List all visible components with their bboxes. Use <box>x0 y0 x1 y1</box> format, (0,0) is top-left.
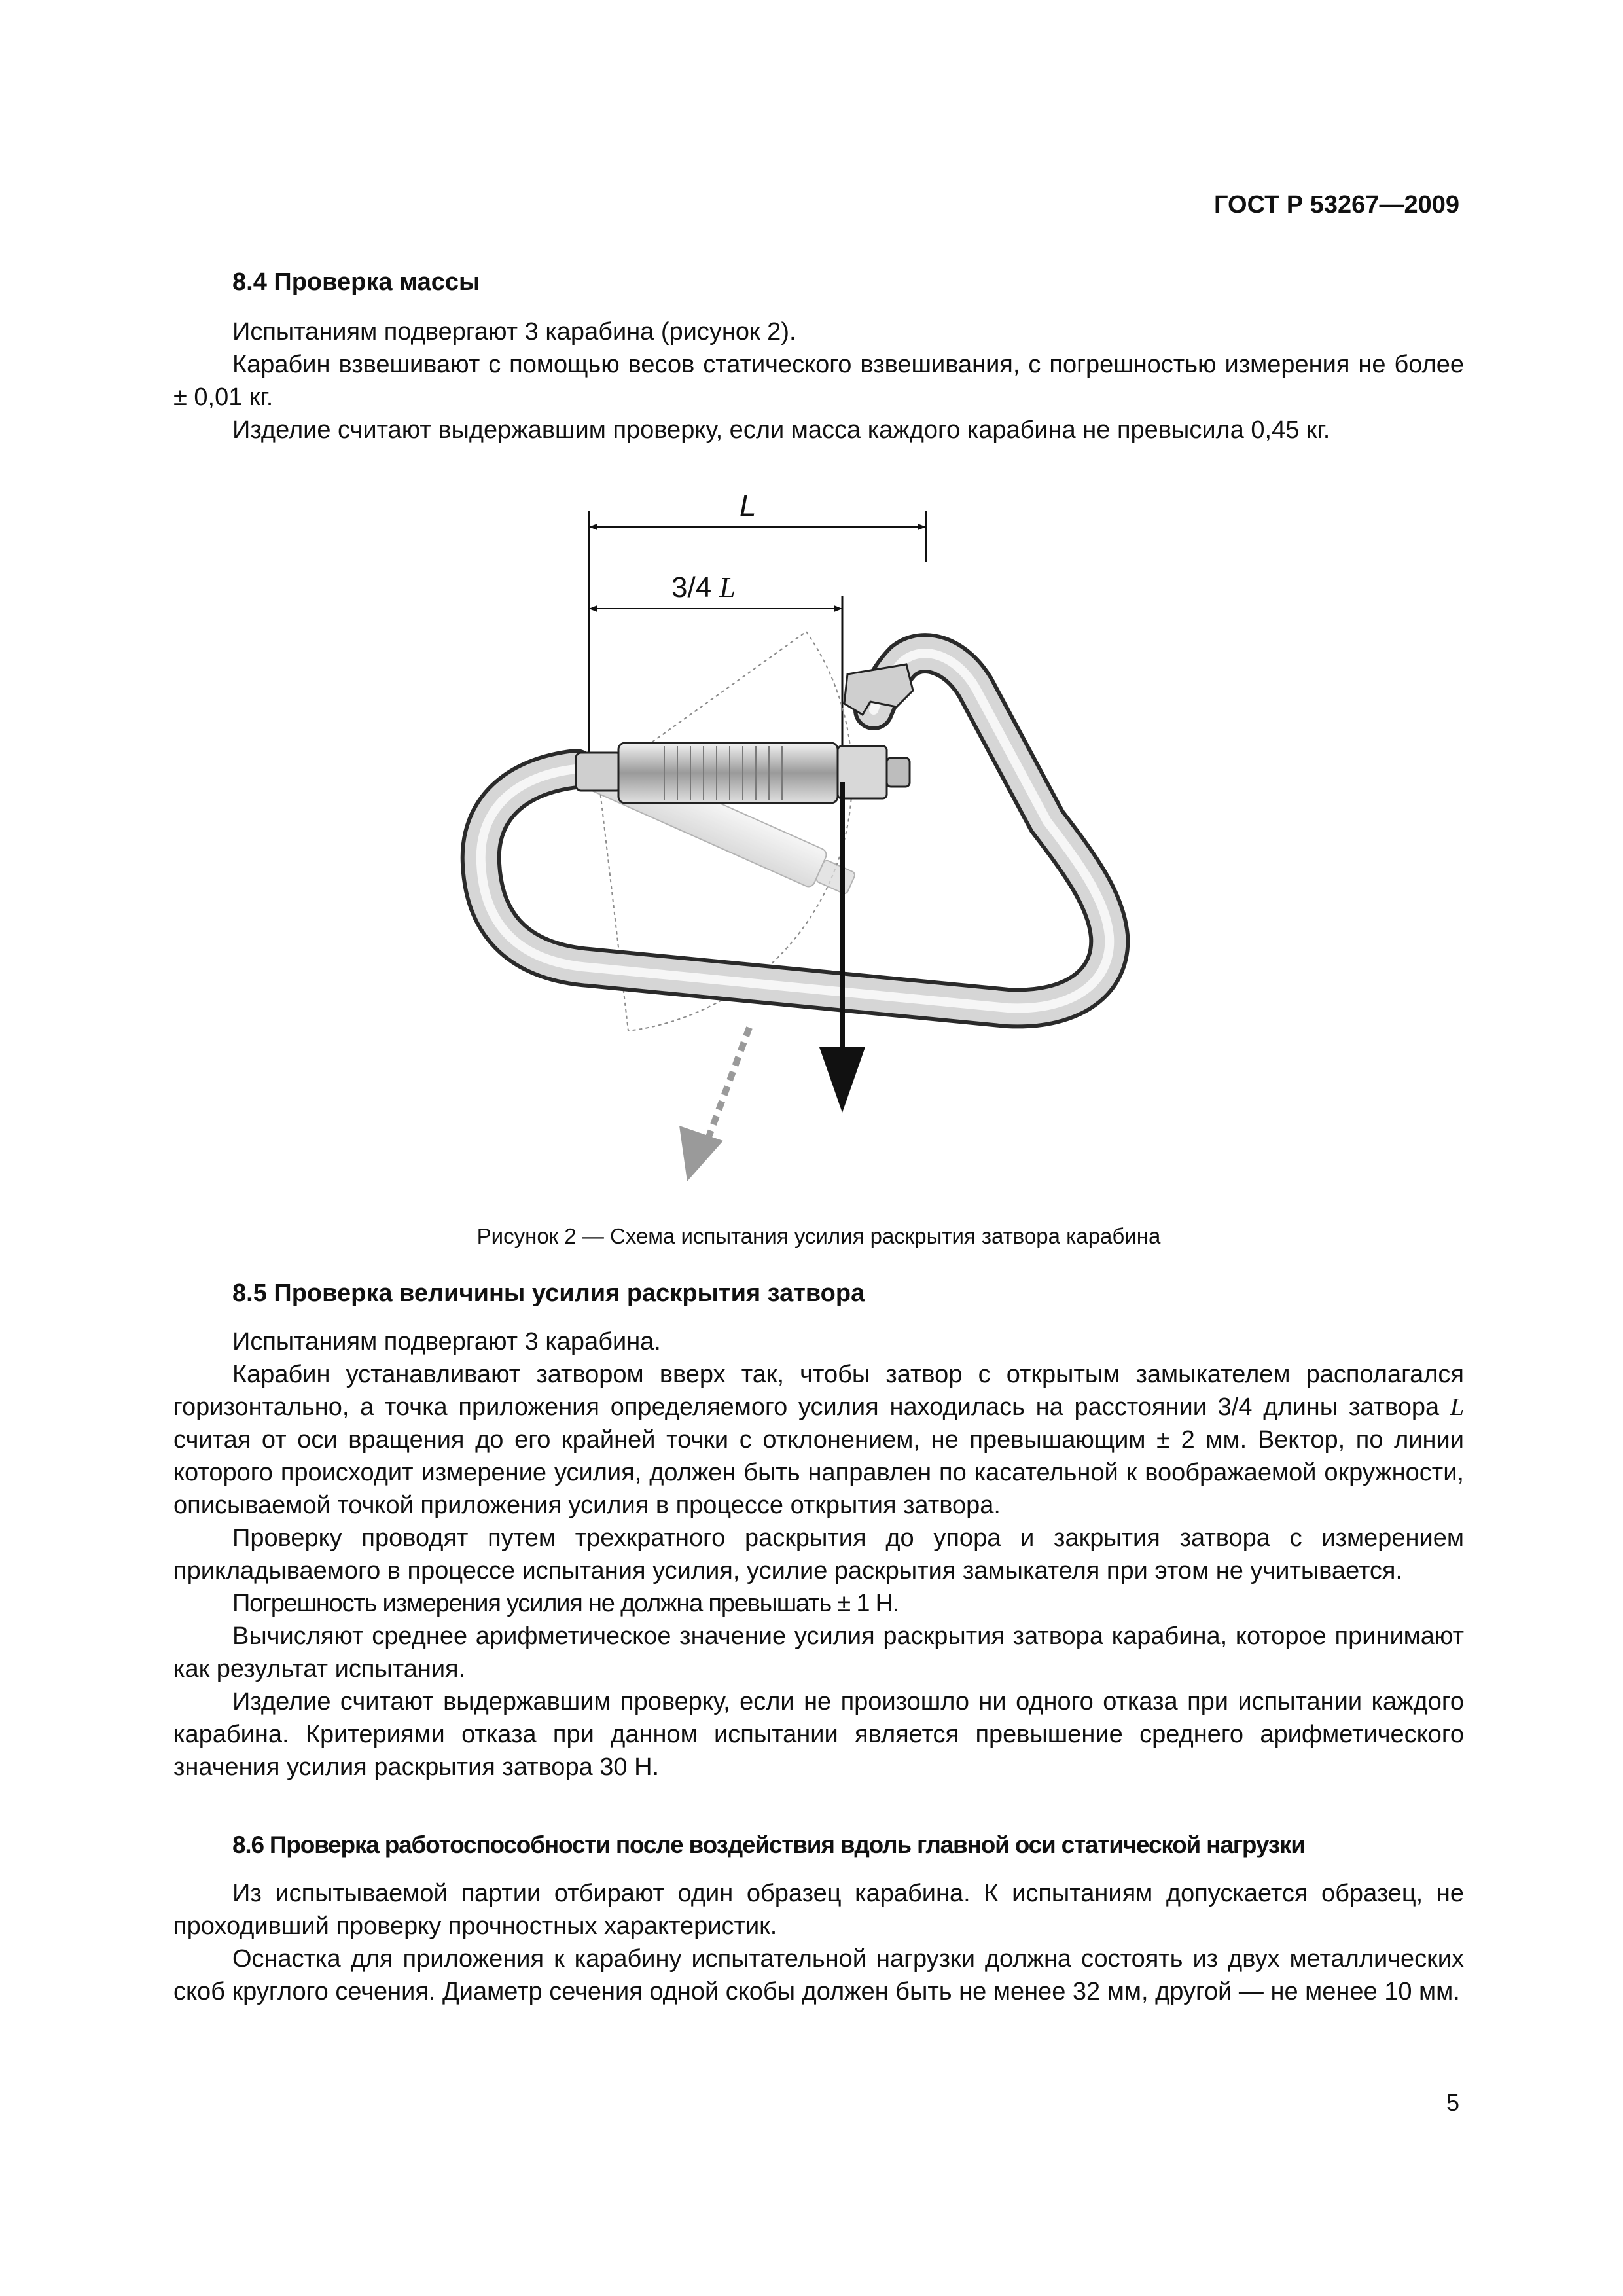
paragraph: Проверку проводят путем трехкратного раскрытия до упора и закрытия затвора с измерением прикладываемого в процессе испытания усилия, усилие раскрытия замыкателя при этом не учитывается. <box>173 1524 1464 1585</box>
page-number: 5 <box>1446 2089 1459 2116</box>
figure-caption: Рисунок 2 — Схема испытания усилия раскрытия затвора карабина <box>476 1224 1161 1248</box>
paragraph: Погрешность измерения усилия не должна превышать ± 1 Н. <box>232 1590 899 1617</box>
gate-end-collar <box>838 746 887 798</box>
paragraph: Испытаниям подвергают 3 карабина. <box>232 1328 661 1355</box>
gate-hinge <box>576 753 622 791</box>
closed-gate-sleeve <box>618 743 838 803</box>
paragraph: Изделие считают выдержавшим проверку, если масса каждого карабина не превысила 0,45 кг. <box>232 416 1330 444</box>
paragraph: Из испытываемой партии отбирают один образец карабина. К испытаниям допускается образец, не проходивший проверку прочностных характеристик. <box>173 1880 1464 1940</box>
tangent-force-vector-line <box>707 1028 749 1142</box>
tangent-force-arrowhead <box>679 1126 723 1181</box>
paragraph: Оснастка для приложения к карабину испытательной нагрузки должна состоять из двух металлических скоб круглого сечения. Диаметр сечения одной скобы должен быть не менее 32 мм, другой — не менее 10 мм. <box>173 1945 1464 2005</box>
section-8-6-body <box>173 1877 1464 2008</box>
paragraph: Карабин взвешивают с помощью весов статического взвешивания, с погрешностью измерения не более ± 0,01 кг. <box>173 351 1464 411</box>
document-id-header: ГОСТ Р 53267—2009 <box>1214 191 1459 219</box>
dimension-label-three-quarter: 3/4 L <box>671 571 736 603</box>
carabiner-frame-body <box>481 653 1110 1008</box>
paragraph: Изделие считают выдержавшим проверку, если не произошло ни одного отказа при испытании каждого карабина. Критериями отказа при данном испытании является превышение среднего арифметического значения усилия раскрытия затвора 30 Н. <box>173 1688 1464 1781</box>
section-8-5-title: 8.5 Проверка величины усилия раскрытия затвора <box>232 1280 865 1307</box>
section-8-5-body <box>173 1325 1464 1784</box>
gate-end-pin <box>887 758 910 787</box>
section-8-6-title: 8.6 Проверка работоспособности после воздействия вдоль главной оси статической нагрузки <box>232 1831 1305 1858</box>
paragraph: Испытаниям подвергают 3 карабина (рисунок 2). <box>232 318 796 346</box>
paragraph: Карабин устанавливают затвором вверх так, чтобы затвор с открытым замыкателем располагался горизонтально, а точка приложения определяемого усилия находилась на расстоянии 3/4 длины затвора L считая от оси вращения до его крайней точки с отклонением, не превышающим ± 2 мм. Вектор, по линии которого происходит измерение усилия, должен быть направлен по касательной к воображаемой окружности, описываемой точкой приложения усилия в процессе открытия затвора. <box>173 1361 1464 1519</box>
paragraph: Вычисляют среднее арифметическое значение усилия раскрытия затвора карабина, которое принимают как результат испытания. <box>173 1623 1464 1683</box>
section-8-4-title: 8.4 Проверка массы <box>232 268 480 296</box>
force-vector-arrowhead <box>819 1047 865 1113</box>
dimension-label-L: L <box>740 488 757 522</box>
